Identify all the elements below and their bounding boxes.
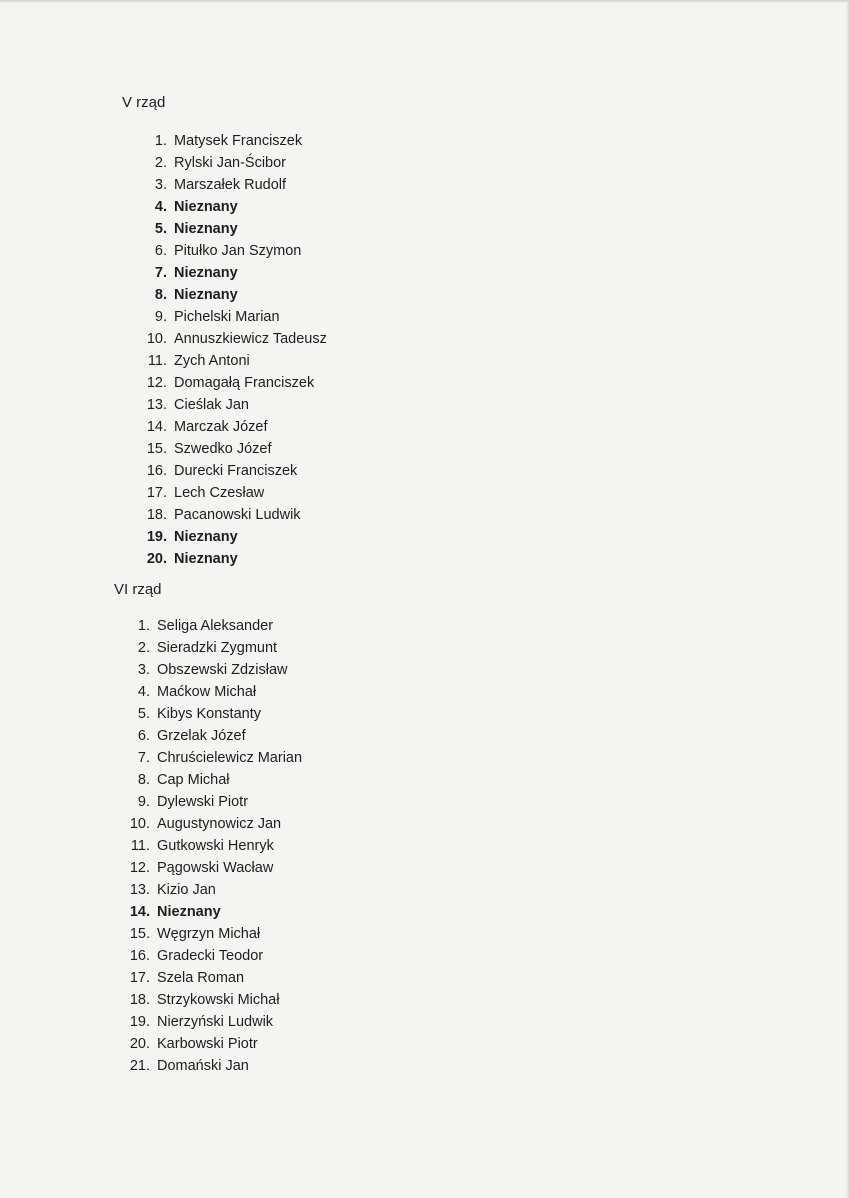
list-item-name: Szela Roman: [157, 970, 245, 986]
list-item-name: Nieznany: [174, 221, 238, 237]
list-item-number: 19.: [146, 529, 167, 545]
row-section-v: [122, 93, 327, 570]
list-item-number: 21.: [129, 1058, 150, 1074]
list-item-name: Nieznany: [174, 265, 238, 281]
list-item-number: 20.: [129, 1036, 150, 1052]
list-item: [114, 923, 302, 945]
scan-edge-top: [0, 0, 849, 3]
section-heading: V rząd: [122, 94, 166, 111]
list-item-name: Obszewski Zdzisław: [157, 662, 288, 678]
list-item: [114, 1011, 302, 1033]
list-item-number: 11.: [130, 838, 150, 854]
list-item: [124, 174, 327, 196]
list-item: [124, 218, 327, 240]
list-item: [114, 725, 302, 747]
list-item-name: Gradecki Teodor: [157, 948, 264, 964]
list-item-name: Kizio Jan: [157, 882, 216, 898]
list-item-number: 4.: [137, 684, 150, 700]
list-item: [114, 703, 302, 725]
list-item-name: Rylski Jan-Ścibor: [174, 155, 286, 171]
list-item: [114, 1033, 302, 1055]
list-item: [124, 394, 327, 416]
name-list: [114, 615, 302, 1077]
list-item-number: 12.: [146, 375, 167, 391]
list-item-number: 2.: [154, 155, 167, 171]
list-item-number: 2.: [137, 640, 150, 656]
list-item-name: Cieślak Jan: [174, 397, 249, 413]
list-item-number: 17.: [146, 485, 167, 501]
list-item: [114, 791, 302, 813]
list-item-number: 3.: [154, 177, 167, 193]
list-item: [124, 306, 327, 328]
list-item: [114, 901, 302, 923]
list-item-number: 10.: [129, 816, 150, 832]
list-item: [114, 835, 302, 857]
list-item-name: Domagałą Franciszek: [174, 375, 315, 391]
list-item-name: Strzykowski Michał: [157, 992, 280, 1008]
list-item-name: Pitułko Jan Szymon: [174, 243, 302, 259]
list-item-number: 15.: [146, 441, 167, 457]
list-item-name: Nierzyński Ludwik: [157, 1014, 274, 1030]
list-item: [114, 615, 302, 637]
list-item-name: Dylewski Piotr: [157, 794, 249, 810]
list-item-name: Maćkow Michał: [157, 684, 257, 700]
list-item-number: 6.: [137, 728, 150, 744]
list-item-number: 17.: [129, 970, 150, 986]
section-heading: VI rząd: [114, 581, 162, 598]
list-item: [124, 416, 327, 438]
list-item-number: 16.: [129, 948, 150, 964]
list-item-number: 10.: [146, 331, 167, 347]
list-item-name: Karbowski Piotr: [157, 1036, 258, 1052]
list-item-name: Nieznany: [174, 529, 238, 545]
list-item-name: Pacanowski Ludwik: [174, 507, 301, 523]
list-item-name: Węgrzyn Michał: [157, 926, 261, 942]
list-item-name: Seliga Aleksander: [157, 618, 274, 634]
list-item-name: Durecki Franciszek: [174, 463, 298, 479]
list-item-number: 14.: [146, 419, 167, 435]
list-item: [124, 130, 327, 152]
list-item: [124, 350, 327, 372]
list-item: [124, 372, 327, 394]
list-item-name: Nieznany: [174, 551, 238, 567]
list-item: [124, 548, 327, 570]
list-item-number: 5.: [154, 221, 167, 237]
list-item: [114, 813, 302, 835]
list-item-name: Marczak Józef: [174, 419, 268, 435]
list-item-number: 7.: [154, 265, 167, 281]
list-item-number: 18.: [129, 992, 150, 1008]
list-item: [114, 1055, 302, 1077]
list-item: [124, 328, 327, 350]
name-list: [124, 130, 327, 570]
list-item-number: 8.: [154, 287, 167, 303]
list-item: [124, 482, 327, 504]
list-item-number: 1.: [137, 618, 150, 634]
row-section-vi: [114, 580, 302, 1077]
list-item-number: 7.: [137, 750, 150, 766]
list-item: [124, 152, 327, 174]
list-item: [114, 989, 302, 1011]
list-item-name: Matysek Franciszek: [174, 133, 303, 149]
list-item-name: Lech Czesław: [174, 485, 265, 501]
list-item-number: 9.: [154, 309, 167, 325]
list-item: [114, 945, 302, 967]
list-item: [124, 240, 327, 262]
list-item: [124, 526, 327, 548]
list-item-number: 3.: [137, 662, 150, 678]
list-item-number: 16.: [146, 463, 167, 479]
list-item-name: Zych Antoni: [174, 353, 250, 369]
list-item: [114, 681, 302, 703]
list-item: [114, 769, 302, 791]
list-item: [124, 262, 327, 284]
list-item: [114, 659, 302, 681]
list-item: [114, 967, 302, 989]
list-item-number: 13.: [129, 882, 150, 898]
list-item-name: Domański Jan: [157, 1058, 249, 1074]
list-item-name: Nieznany: [157, 904, 221, 920]
list-item: [124, 460, 327, 482]
list-item: [124, 284, 327, 306]
list-item-name: Pągowski Wacław: [157, 860, 274, 876]
list-item-number: 6.: [154, 243, 167, 259]
list-item-name: Annuszkiewicz Tadeusz: [174, 331, 327, 347]
list-item-name: Pichelski Marian: [174, 309, 280, 325]
list-item-number: 8.: [137, 772, 150, 788]
list-item-name: Sieradzki Zygmunt: [157, 640, 278, 656]
list-item-name: Marszałek Rudolf: [174, 177, 287, 193]
list-item: [124, 438, 327, 460]
list-item-name: Nieznany: [174, 287, 238, 303]
list-item-number: 13.: [146, 397, 167, 413]
list-item-name: Nieznany: [174, 199, 238, 215]
list-item: [114, 637, 302, 659]
list-item-number: 9.: [137, 794, 150, 810]
list-item-name: Augustynowicz Jan: [157, 816, 282, 832]
list-item-name: Grzelak Józef: [157, 728, 246, 744]
list-item: [114, 879, 302, 901]
list-item-name: Cap Michał: [157, 772, 230, 788]
list-item-number: 14.: [129, 904, 150, 920]
list-item-number: 19.: [129, 1014, 150, 1030]
list-item: [114, 857, 302, 879]
list-item-number: 11.: [147, 353, 167, 369]
list-item-number: 12.: [129, 860, 150, 876]
list-item-number: 18.: [146, 507, 167, 523]
list-item-name: Szwedko Józef: [174, 441, 272, 457]
list-item-name: Gutkowski Henryk: [157, 838, 274, 854]
list-item: [124, 196, 327, 218]
list-item-name: Chruścielewicz Marian: [157, 750, 303, 766]
list-item-name: Kibys Konstanty: [157, 706, 261, 722]
list-item-number: 1.: [154, 133, 167, 149]
list-item-number: 15.: [129, 926, 150, 942]
list-item-number: 20.: [146, 551, 167, 567]
list-item: [114, 747, 302, 769]
list-item: [124, 504, 327, 526]
list-item-number: 5.: [137, 706, 150, 722]
list-item-number: 4.: [154, 199, 167, 215]
